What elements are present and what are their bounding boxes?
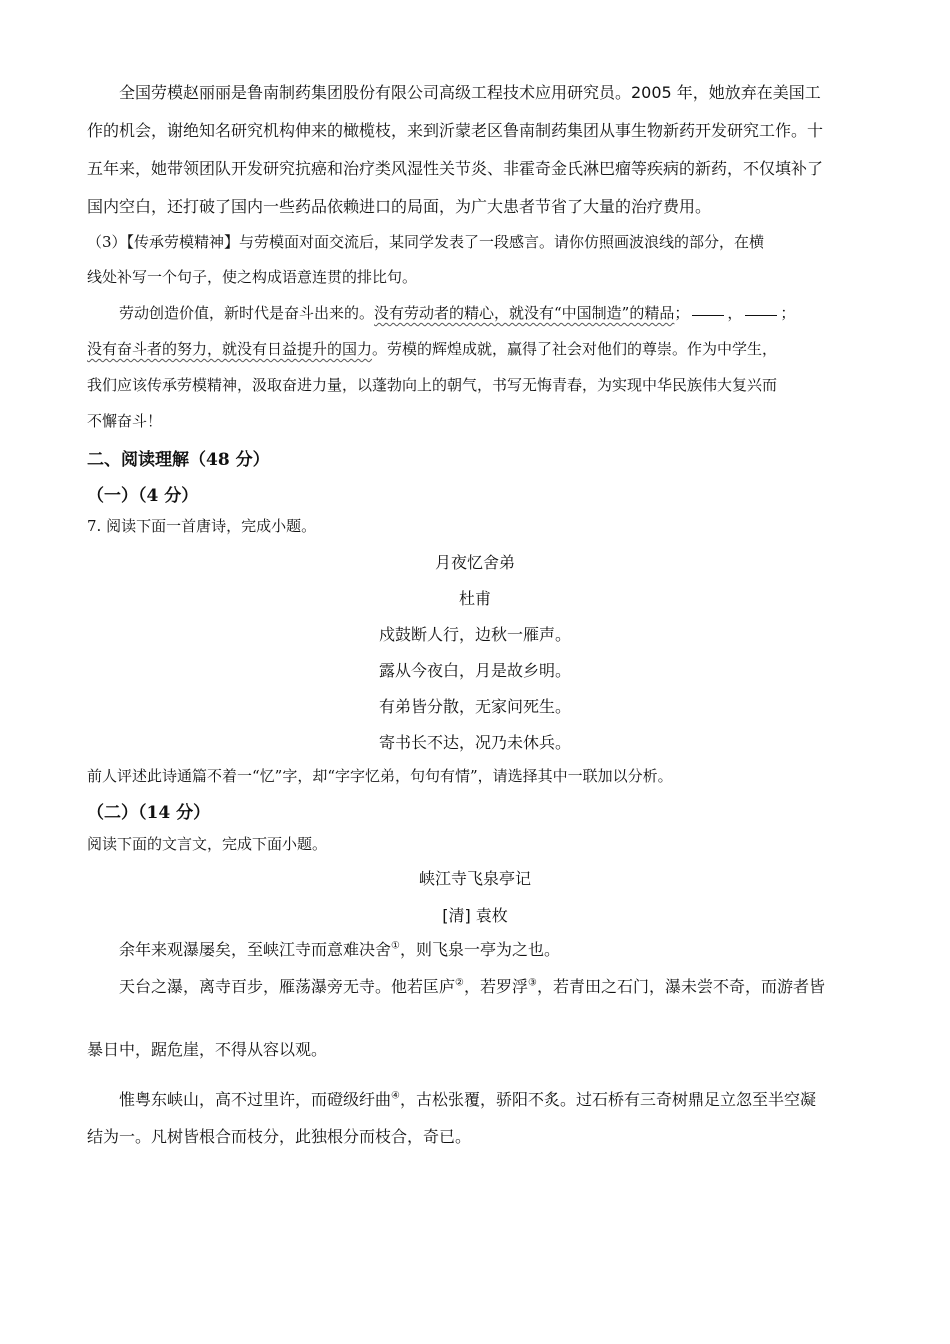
footnote-marker: ④ xyxy=(391,1090,400,1102)
essay-punct: ， xyxy=(727,304,743,322)
classical-text: ，若青田之石门，瀑未尝不奇，而游者皆 xyxy=(536,977,825,996)
answer-blank-2[interactable] xyxy=(745,315,777,316)
essay-text: 。劳模的辉煌成就，赢得了社会对他们的尊崇。作为中学生， xyxy=(372,340,778,358)
essay-line-3: 我们应该传承劳模精神，汲取奋进力量，以蓬勃向上的朝气，书写无悔青春，为实现中华民族伟大复兴而 xyxy=(87,376,778,394)
wavy-underlined-sentence: 没有奋斗者的努力，就没有日益提升的国力 xyxy=(87,340,373,358)
poem-title: 月夜忆舍弟 xyxy=(434,553,515,572)
footnote-marker: ③ xyxy=(528,977,537,989)
part-2-instruction: 阅读下面的文言文，完成下面小题。 xyxy=(87,835,328,853)
essay-punct: ； xyxy=(674,304,690,322)
wavy-underlined-sentence: 没有劳动者的精心，就没有“中国制造”的精品 xyxy=(374,304,675,322)
passage-line-3: 五年来，她带领团队开发研究抗癌和治疗类风湿性关节炎、非霍奇金氏淋巴瘤等疾病的新药，不仅填补了 xyxy=(87,159,824,178)
question-7: 7. 阅读下面一首唐诗，完成小题。 xyxy=(87,517,317,535)
classical-text: ，古松张覆，骄阳不炙。过石桥有三奇树鼎足立忽至半空凝 xyxy=(399,1090,816,1109)
essay-text: 劳动创造价值，新时代是奋斗出来的。 xyxy=(119,304,375,322)
poem-line-2: 露从今夜白，月是故乡明。 xyxy=(378,661,571,680)
classical-text: 余年来观瀑屡矣，至峡江寺而意难决舍 xyxy=(119,940,392,959)
classical-paragraph-3 xyxy=(119,1087,816,1110)
poem-question: 前人评述此诗通篇不着一“忆”字，却“字字忆弟，句句有情”，请选择其中一联加以分析。 xyxy=(87,767,673,785)
essay-line-4: 不懈奋斗！ xyxy=(87,412,163,430)
question-3-line-1: （3）【传承劳模精神】与劳模面对面交流后，某同学发表了一段感言。请你仿照画波浪线的部分，在横 xyxy=(87,233,765,251)
classical-text: ，则飞泉一亭为之也。 xyxy=(399,940,560,959)
passage-line-4: 国内空白，还打破了国内一些药品依赖进口的局面，为广大患者节省了大量的治疗费用。 xyxy=(87,197,712,216)
classical-paragraph-3-cont: 结为一。凡树皆根合而枝分，此独根分而枝合，奇已。 xyxy=(87,1127,472,1146)
footnote-marker: ② xyxy=(455,977,464,989)
essay-line-2 xyxy=(87,338,777,359)
essay-punct: ； xyxy=(780,304,796,322)
classical-text: ，若罗浮 xyxy=(463,977,528,996)
classical-text: 天台之瀑，离寺百步，雁荡瀑旁无寺。他若匡庐 xyxy=(119,977,456,996)
part-heading-1: （一）（4 分） xyxy=(87,486,199,506)
passage-line-2: 作的机会，谢绝知名研究机构伸来的橄榄枝，来到沂蒙老区鲁南制药集团从事生物新药开发研究工作。十 xyxy=(87,121,824,140)
classical-paragraph-1 xyxy=(119,937,560,960)
footnote-marker: ① xyxy=(391,940,400,952)
classical-text: 惟粤东峡山，高不过里许，而磴级纡曲 xyxy=(119,1090,392,1109)
poem-author: 杜甫 xyxy=(458,589,491,608)
poem-line-4: 寄书长不达，况乃未休兵。 xyxy=(378,733,571,752)
part-heading-2: （二）（14 分） xyxy=(87,803,211,823)
section-heading: 二、阅读理解（48 分） xyxy=(87,450,270,470)
classical-title: 峡江寺飞泉亭记 xyxy=(418,869,531,888)
classical-paragraph-2 xyxy=(119,974,825,997)
answer-blank-1[interactable] xyxy=(692,315,724,316)
poem-line-3: 有弟皆分散，无家问死生。 xyxy=(378,697,571,716)
passage-line-1: 全国劳模赵丽丽是鲁南制药集团股份有限公司高级工程技术应用研究员。2005 年，她放弃在美国工 xyxy=(119,83,821,102)
essay-line-1 xyxy=(119,302,795,323)
poem-line-1: 戍鼓断人行，边秋一雁声。 xyxy=(378,625,571,644)
classical-author: [清] 袁枚 xyxy=(442,906,508,925)
classical-paragraph-2-cont: 暴日中，踞危崖，不得从容以观。 xyxy=(87,1040,328,1059)
question-3-line-2: 线处补写一个句子，使之构成语意连贯的排比句。 xyxy=(87,268,418,286)
